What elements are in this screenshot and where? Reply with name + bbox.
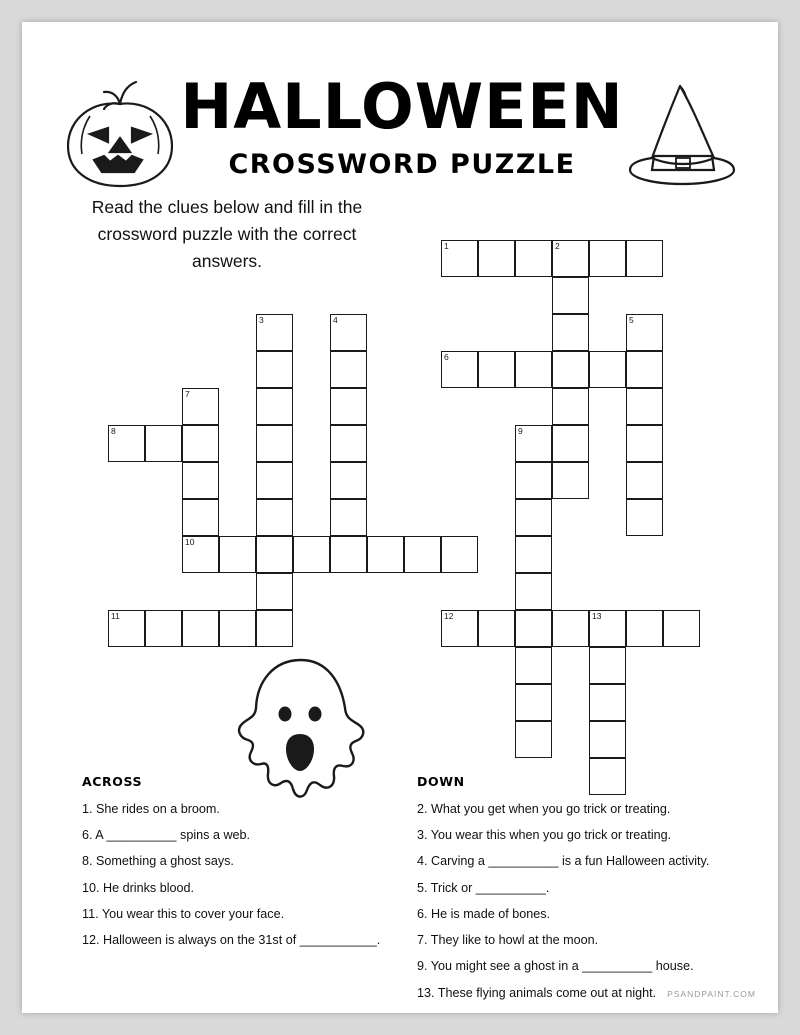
clue-item: 11. You wear this to cover your face. (82, 906, 285, 921)
cell-number: 10 (185, 537, 195, 547)
crossword-cell[interactable] (441, 240, 478, 277)
crossword-cell[interactable] (552, 462, 589, 499)
crossword-cell[interactable] (589, 240, 626, 277)
crossword-cell[interactable] (626, 425, 663, 462)
clue-item: 6. A __________ spins a web. (82, 828, 251, 843)
crossword-cell[interactable] (663, 610, 700, 647)
clue-item: 7. They like to howl at the moon. (417, 933, 599, 948)
footer-credit: PSANDPAINT.COM (667, 989, 756, 999)
clue-item: 1. She rides on a broom. (82, 802, 220, 816)
crossword-cell[interactable] (515, 462, 552, 499)
crossword-cell[interactable] (552, 314, 589, 351)
cell-number: 12 (444, 611, 454, 621)
clue-item: 4. Carving a __________ is a fun Halloween activity. (417, 854, 710, 869)
clue-item: 10. He drinks blood. (82, 880, 195, 895)
crossword-cell[interactable] (182, 536, 219, 573)
crossword-cell[interactable] (256, 610, 293, 647)
page-header (22, 56, 778, 196)
crossword-cell[interactable] (515, 351, 552, 388)
crossword-cell[interactable] (330, 351, 367, 388)
crossword-cell[interactable] (515, 499, 552, 536)
crossword-cell[interactable] (330, 388, 367, 425)
crossword-cell[interactable] (515, 573, 552, 610)
crossword-cell[interactable] (626, 462, 663, 499)
crossword-cell[interactable] (330, 425, 367, 462)
crossword-cell[interactable] (589, 610, 626, 647)
witch-hat-icon (622, 74, 742, 199)
crossword-cell[interactable] (256, 314, 293, 351)
cell-number: 8 (111, 426, 116, 436)
crossword-cell[interactable] (182, 499, 219, 536)
clues-across (82, 774, 412, 959)
clue-item: 13. These flying animals come out at night. (417, 985, 657, 1000)
crossword-cell[interactable] (589, 684, 626, 721)
crossword-cell[interactable] (626, 351, 663, 388)
crossword-cell[interactable] (182, 388, 219, 425)
crossword-cell[interactable] (552, 388, 589, 425)
crossword-cell[interactable] (478, 351, 515, 388)
crossword-cell[interactable] (256, 351, 293, 388)
crossword-cell[interactable] (256, 573, 293, 610)
crossword-cell[interactable] (256, 462, 293, 499)
crossword-cell[interactable] (256, 499, 293, 536)
clues-down (417, 774, 757, 1012)
crossword-cell[interactable] (478, 240, 515, 277)
clue-item: 12. Halloween is always on the 31st of ___________. (82, 933, 381, 948)
crossword-cell[interactable] (441, 536, 478, 573)
cell-number: 13 (592, 611, 602, 621)
crossword-cell[interactable] (515, 536, 552, 573)
crossword-cell[interactable] (552, 277, 589, 314)
page-subtitle: CROSSWORD PUZZLE (228, 149, 576, 180)
crossword-cell[interactable] (330, 462, 367, 499)
crossword-cell[interactable] (256, 425, 293, 462)
crossword-cell[interactable] (367, 536, 404, 573)
crossword-cell[interactable] (515, 425, 552, 462)
pumpkin-icon (60, 78, 180, 195)
crossword-cell[interactable] (552, 351, 589, 388)
crossword-cell[interactable] (441, 351, 478, 388)
crossword-cell[interactable] (219, 536, 256, 573)
crossword-cell[interactable] (256, 536, 293, 573)
crossword-cell[interactable] (626, 240, 663, 277)
clue-item: 6. He is made of bones. (417, 906, 551, 921)
crossword-cell[interactable] (145, 610, 182, 647)
crossword-cell[interactable] (552, 240, 589, 277)
crossword-cell[interactable] (515, 610, 552, 647)
crossword-cell[interactable] (552, 425, 589, 462)
cell-number: 5 (629, 315, 634, 325)
crossword-cell[interactable] (441, 610, 478, 647)
clue-item: 9. You might see a ghost in a __________ house. (417, 959, 694, 974)
crossword-cell[interactable] (182, 425, 219, 462)
crossword-cell[interactable] (589, 647, 626, 684)
crossword-cell[interactable] (182, 462, 219, 499)
worksheet-page (22, 22, 778, 1013)
cell-number: 2 (555, 241, 560, 251)
cell-number: 4 (333, 315, 338, 325)
crossword-cell[interactable] (330, 499, 367, 536)
crossword-cell[interactable] (330, 536, 367, 573)
crossword-cell[interactable] (589, 721, 626, 758)
clues-across-heading: ACROSS (82, 774, 143, 789)
crossword-cell[interactable] (330, 314, 367, 351)
crossword-cell[interactable] (256, 388, 293, 425)
crossword-cell[interactable] (626, 314, 663, 351)
instructions-text: Read the clues below and fill in the crossword puzzle with the correct answers. (91, 197, 363, 272)
crossword-cell[interactable] (552, 610, 589, 647)
crossword-cell[interactable] (145, 425, 182, 462)
clues-down-list (417, 802, 757, 1001)
crossword-cell[interactable] (293, 536, 330, 573)
crossword-cell[interactable] (515, 684, 552, 721)
crossword-cell[interactable] (626, 610, 663, 647)
cell-number: 7 (185, 389, 190, 399)
cell-number: 3 (259, 315, 264, 325)
crossword-cell[interactable] (515, 721, 552, 758)
clue-item: 5. Trick or __________. (417, 880, 550, 895)
crossword-cell[interactable] (182, 610, 219, 647)
cell-number: 6 (444, 352, 449, 362)
crossword-cell[interactable] (626, 388, 663, 425)
crossword-cell[interactable] (108, 610, 145, 647)
crossword-cell[interactable] (515, 240, 552, 277)
crossword-cell[interactable] (589, 351, 626, 388)
crossword-cell[interactable] (404, 536, 441, 573)
crossword-cell[interactable] (219, 610, 256, 647)
cell-number: 1 (444, 241, 449, 251)
crossword-cell[interactable] (626, 499, 663, 536)
cell-number: 11 (111, 611, 120, 621)
cell-number: 9 (518, 426, 523, 436)
crossword-cell[interactable] (515, 647, 552, 684)
clue-item: 2. What you get when you go trick or treating. (417, 802, 671, 816)
clues-across-list (82, 802, 412, 949)
clue-item: 8. Something a ghost says. (82, 854, 234, 869)
title-block (172, 70, 632, 180)
crossword-cell[interactable] (478, 610, 515, 647)
crossword-cell[interactable] (108, 425, 145, 462)
page-title: HALLOWEEN (180, 70, 624, 143)
clue-item: 3. You wear this when you go trick or treating. (417, 828, 672, 843)
clues-down-heading: DOWN (417, 774, 465, 789)
